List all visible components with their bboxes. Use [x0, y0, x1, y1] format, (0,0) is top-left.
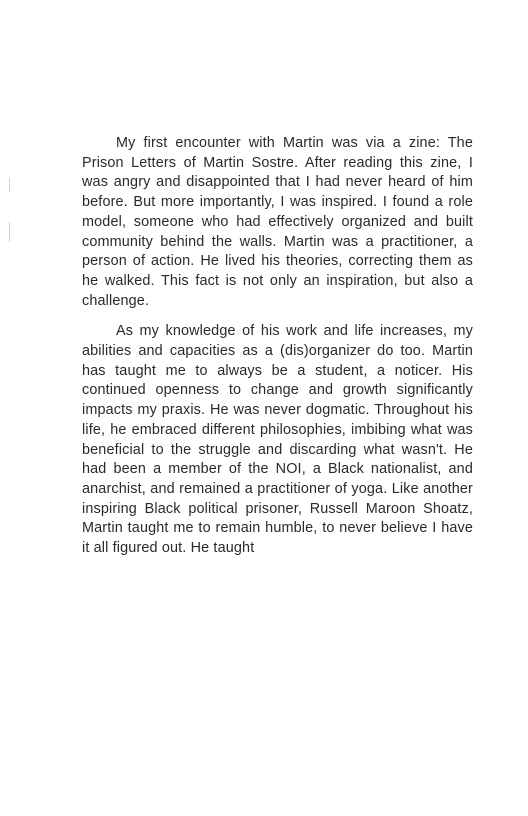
scan-edge-mark: [9, 178, 10, 192]
paragraph-2: As my knowledge of his work and life increases, my abilities and capacities as a (dis)organizer do too. Martin has taught me to always be a student, a noticer. His continued openness to change and growth significantly impacts my praxis. He was never dogmatic. Throughout his life, he embraced different philosophies, imbibing what was beneficial to the struggle and discarding what wasn't. He had been a member of the NOI, a Black nationalist, and anarchist, and remained a practitioner of yoga. Like another inspiring Black political prisoner, Russell Maroon Shoatz, Martin taught me to remain humble, to never believe I have it all figured out. He taught: [82, 323, 473, 557]
paragraph-1: My first encounter with Martin was via a zine: The Prison Letters of Martin Sostre. After reading this zine, I was angry and disappointed that I had never heard of him before. But more importantly, I was inspired. I found a role model, someone who had effectively organized and built community behind the walls. Martin was a practitioner, a person of action. He lived his theories, correcting them as he walked. This fact is not only an inspiration, but also a challenge.: [82, 135, 473, 309]
scan-edge-mark: [9, 222, 10, 242]
body-text: [82, 134, 473, 559]
